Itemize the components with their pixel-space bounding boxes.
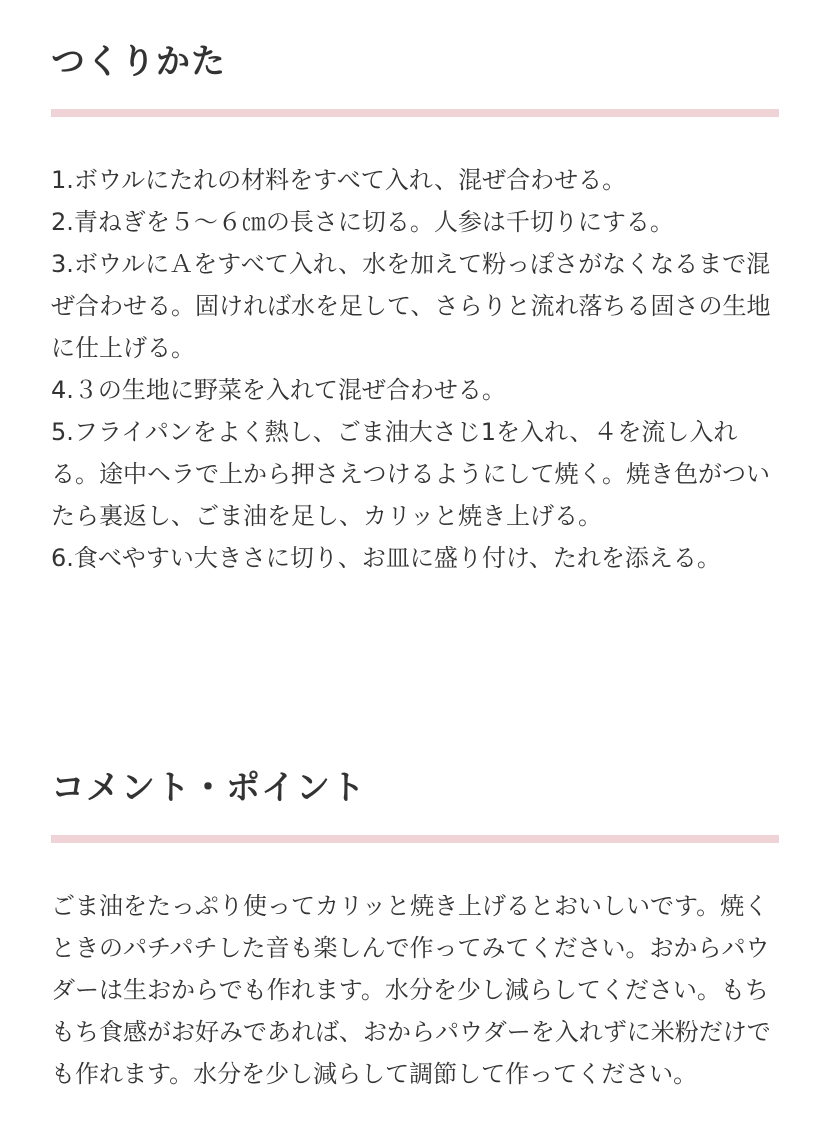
comment-body: ごま油をたっぷり使ってカリッと焼き上げるとおいしいです。焼くときのパチパチした音も楽しんで作ってみてください。おからパウダーは生おからでも作れます。水分を少し減らしてください。もちもち食感がお好みであれば、おからパウダーを入れずに米粉だけでも作れます。水分を少し減らして調節して作ってください。 xyxy=(51,892,771,1088)
step-4: 4.３の生地に野菜を入れて混ぜ合わせる。 xyxy=(51,376,506,404)
step-6: 6.食べやすい大きさに切り、お皿に盛り付け、たれを添える。 xyxy=(51,544,721,572)
instructions-section xyxy=(51,40,779,572)
instructions-title: つくりかた xyxy=(51,42,226,82)
instructions-title-rule xyxy=(51,109,779,117)
comment-section xyxy=(51,766,779,1088)
step-5: 5.フライパンをよく熱し、ごま油大さじ1を入れ、４を流し入れる。途中ヘラで上から押さえつけるようにして焼く。焼き色がついたら裏返し、ごま油を足し、カリッと焼き上げる。 xyxy=(51,418,771,530)
step-3: 3.ボウルにＡをすべて入れ、水を加えて粉っぽさがなくなるまで混ぜ合わせる。固ければ水を足して、さらりと流れ落ちる固さの生地に仕上げる。 xyxy=(51,250,771,362)
steps-list xyxy=(51,159,779,579)
step-1: 1.ボウルにたれの材料をすべて入れ、混ぜ合わせる。 xyxy=(51,166,627,194)
comment-title-rule xyxy=(51,835,779,843)
comment-title: コメント・ポイント xyxy=(51,768,366,808)
step-2: 2.青ねぎを５～６㎝の長さに切る。人参は千切りにする。 xyxy=(51,208,674,236)
